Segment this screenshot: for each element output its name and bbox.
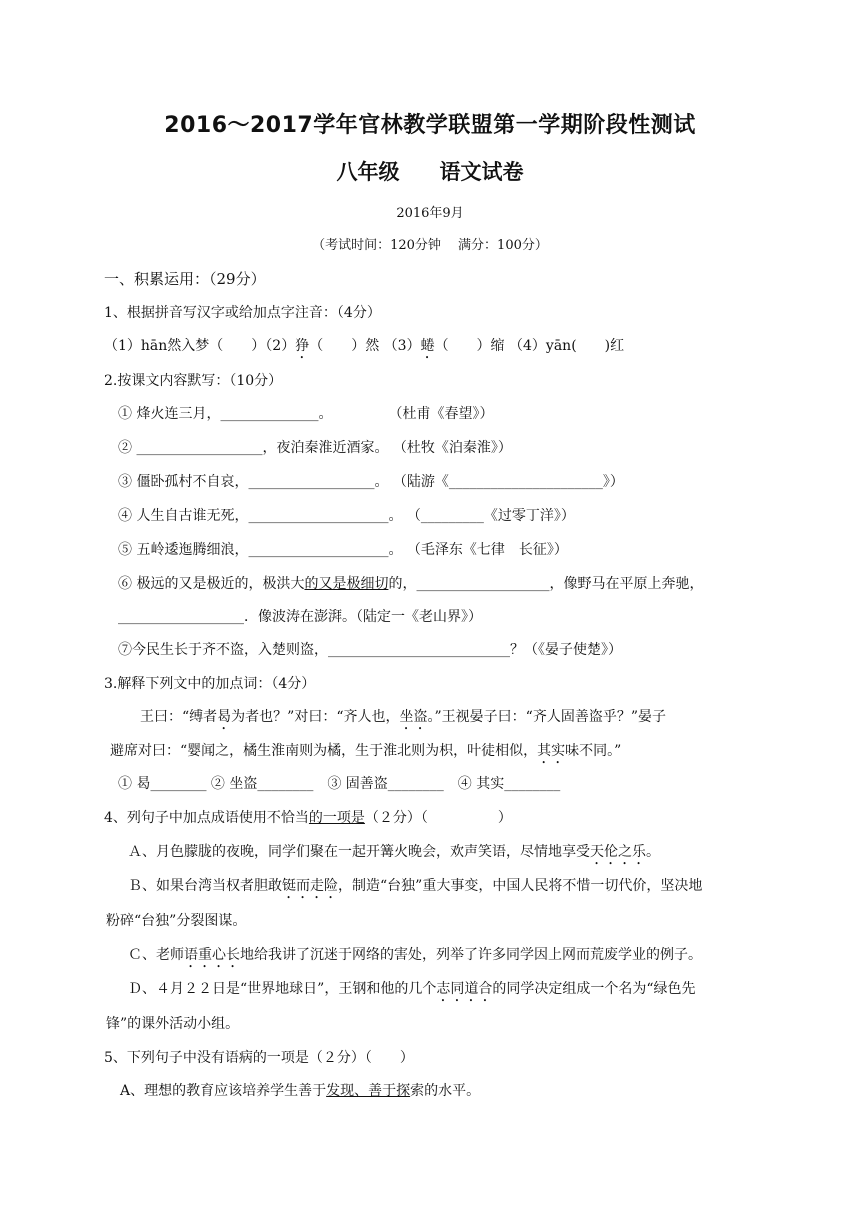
option-d: Ｄ、４月２２日是“世界地球日”，王钢和他的几个志同道合的同学决定组成一个名为“绿色先	[128, 981, 696, 997]
underlined-text: 的一项是	[308, 810, 365, 826]
section-heading: 一、积累运用：（29分）	[104, 270, 266, 288]
dotted-char: 狰	[295, 338, 310, 354]
underlined-text: 发现、善于探	[326, 1083, 411, 1099]
exam-info: （考试时间：120分钟 满分：100分）	[312, 238, 548, 253]
question-4-prompt: 4、列句子中加点成语使用不恰当的一项是（２分）（ ）	[104, 810, 512, 826]
dotted-idiom: 语重心长	[184, 947, 240, 963]
option-b-cont: 粉碎“台独”分裂图谋。	[106, 913, 247, 929]
question-2-prompt: 2.按课文内容默写：（10分）	[104, 373, 283, 389]
underlined-text: 的又是极细切	[304, 576, 389, 592]
dotted-word: 坐盗	[399, 709, 428, 725]
q5-option-a: A、理想的教育应该培养学生善于发现、善于探索的水平。	[120, 1083, 481, 1099]
recite-line-6-cont: __________________．像波涛在澎湃。（陆定一《老山界》）	[118, 609, 482, 625]
option-a: Ａ、月色朦胧的夜晚，同学们聚在一起开篝火晚会，欢声笑语，尽情地享受天伦之乐。	[128, 844, 660, 860]
subject-label: 语文试卷	[439, 160, 524, 184]
dotted-idiom: 天伦之乐	[590, 844, 646, 860]
exam-subtitle	[0, 156, 860, 186]
recite-line-6: ⑥ 极远的又是极近的，极洪大的又是极细切的，___________________，像野马在平原上奔驰，	[118, 576, 704, 592]
question-1-prompt: 1、根据拼音写汉字或给加点字注音：（4分）	[104, 305, 381, 321]
option-b: Ｂ、如果台湾当权者胆敢铤而走险，制造“台独”重大事变，中国人民将不惜一切代价，坚决地	[128, 878, 703, 894]
option-d-cont: 锋”的课外活动小组。	[106, 1016, 240, 1032]
recite-line-3: ③ 僵卧孤村不自哀，__________________。 （陆游《______________________》）	[118, 474, 624, 490]
explain-blanks: ① 曷________ ② 坐盗________ ③ 固善盗________ ④ 其实________	[118, 776, 561, 792]
exam-title: 2016～2017学年官林教学联盟第一学期阶段性测试	[164, 113, 696, 138]
exam-date: 2016年9月	[396, 206, 464, 221]
recite-line-1: ① 烽火连三月，______________。 （杜甫《春望》）	[118, 406, 494, 422]
recite-line-7: ⑦今民生长于齐不盗，入楚则盗，__________________________？（《晏子使楚》）	[118, 642, 622, 658]
recite-line-2: ② __________________，夜泊秦淮近酒家。 （杜牧《泊秦淮》）	[118, 440, 512, 456]
recite-line-5: ⑤ 五岭逶迤腾细浪，____________________。 （毛泽东《七律 长征》）	[118, 542, 568, 558]
question-5-prompt: 5、下列句子中没有语病的一项是（２分）（ ）	[104, 1050, 414, 1066]
question-1-items: （1）hān然入梦（ ）（2）狰（ ）然 （3）蜷（ ）缩 （4）yān( )红	[104, 338, 625, 354]
option-c: Ｃ、老师语重心长地给我讲了沉迷于网络的害处，列举了许多同学因上网而荒废学业的例子。	[128, 947, 702, 963]
grade-label: 八年级	[336, 160, 400, 184]
dotted-word: 其实	[537, 743, 566, 759]
dotted-idiom: 志同道合	[436, 981, 493, 997]
passage-line-2: 避席对曰：“婴闻之，橘生淮南则为橘，生于淮北则为枳，叶徒相似，其实味不同。”	[110, 743, 622, 759]
dotted-char: 蜷	[420, 338, 435, 354]
passage-line-1: 王曰：“缚者曷为者也？”对曰：“齐人也，坐盗。”王视晏子曰：“齐人固善盗乎？”晏子	[140, 709, 666, 725]
recite-line-4: ④ 人生自古谁无死，____________________。 （_________《过零丁洋》）	[118, 508, 575, 524]
dotted-word: 曷	[217, 709, 232, 725]
question-3-prompt: 3.解释下列文中的加点词：（4分）	[104, 676, 316, 692]
dotted-idiom: 铤而走险	[282, 878, 338, 894]
